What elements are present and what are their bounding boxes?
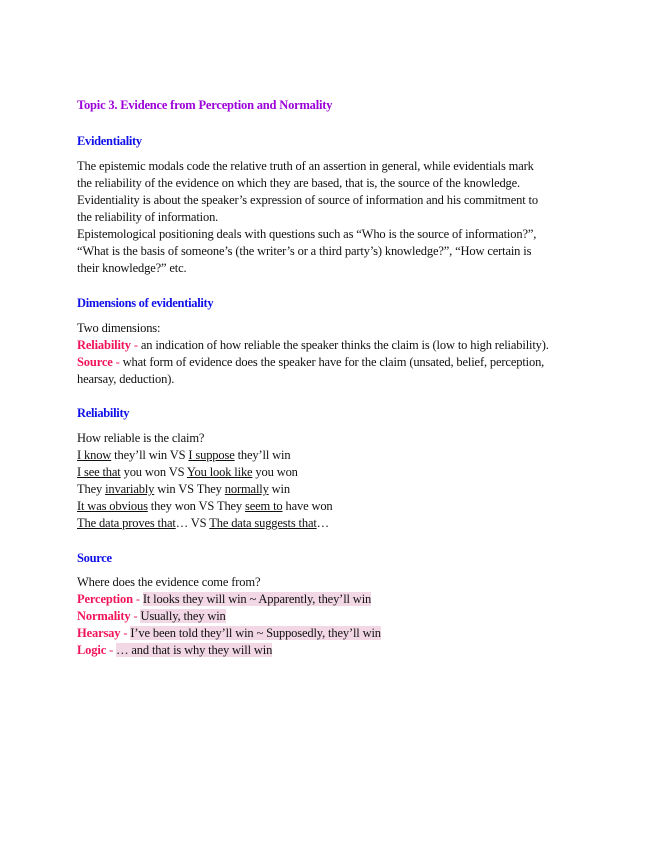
heading-dimensions: Dimensions of evidentiality <box>77 296 214 310</box>
reliability-examples <box>77 430 597 532</box>
source-examples <box>77 574 597 659</box>
text-fragment: you won <box>252 465 298 479</box>
term-dash: - <box>130 338 141 352</box>
text-fragment: they’ll win <box>234 448 291 462</box>
dimension-item-source <box>77 354 597 371</box>
term-dash: - <box>132 592 143 606</box>
text-line: their knowledge?” etc. <box>77 261 187 275</box>
term-label: Source <box>77 355 113 369</box>
underlined-phrase: normally <box>224 482 269 496</box>
example-line <box>77 481 597 498</box>
text-line: the reliability of information. <box>77 210 219 224</box>
text-line: “What is the basis of someone’s (the writer’s or a third party’s) knowledge?”, “How certain is <box>77 244 532 258</box>
text-fragment: win <box>268 482 290 496</box>
heading-evidentiality: Evidentiality <box>77 134 142 148</box>
example-line <box>77 447 597 464</box>
term-dash: - <box>112 355 123 369</box>
underlined-phrase: I suppose <box>188 448 235 462</box>
term-label: Perception <box>77 592 133 606</box>
text-fragment: win VS They <box>154 482 225 496</box>
text-fragment: they won VS They <box>147 499 246 513</box>
source-item-hearsay <box>77 625 597 642</box>
highlighted-example: I’ve been told they’ll win ~ Supposedly, they’ll win <box>130 626 381 640</box>
term-dash: - <box>130 609 141 623</box>
underlined-phrase: I know <box>77 448 112 462</box>
example-line <box>77 515 597 532</box>
term-label: Reliability <box>77 338 131 352</box>
text-line: hearsay, deduction). <box>77 372 175 386</box>
evidentiality-paragraph <box>77 158 597 277</box>
text-fragment: They <box>77 482 106 496</box>
dimension-item-reliability <box>77 337 597 354</box>
term-definition: what form of evidence does the speaker have for the claim (unsated, belief, perception, <box>122 355 545 369</box>
underlined-phrase: It was obvious <box>77 499 148 513</box>
term-dash: - <box>106 643 117 657</box>
underlined-phrase: The data proves that <box>77 516 176 530</box>
term-label: Normality <box>77 609 131 623</box>
text-line: Epistemological positioning deals with questions such as “Who is the source of information?”, <box>77 227 537 241</box>
heading-source: Source <box>77 551 112 565</box>
heading-reliability: Reliability <box>77 406 130 420</box>
term-dash: - <box>120 626 131 640</box>
text-fragment: … VS <box>175 516 210 530</box>
source-item-normality <box>77 608 597 625</box>
text-fragment: … <box>316 516 330 530</box>
intro-text: Where does the evidence come from? <box>77 575 261 589</box>
example-line <box>77 464 597 481</box>
text-line: The epistemic modals code the relative truth of an assertion in general, while evidentials mark <box>77 159 534 173</box>
term-definition: an indication of how reliable the speaker thinks the claim is (low to high reliability). <box>140 338 549 352</box>
text-fragment: have won <box>282 499 333 513</box>
text-fragment: you won VS <box>120 465 187 479</box>
text-fragment: they’ll win VS <box>111 448 189 462</box>
term-label: Logic <box>77 643 107 657</box>
term-label: Hearsay <box>77 626 121 640</box>
underlined-phrase: I see that <box>77 465 121 479</box>
source-item-logic <box>77 642 597 659</box>
underlined-phrase: The data suggests that <box>209 516 317 530</box>
underlined-phrase: invariably <box>105 482 155 496</box>
highlighted-example: Usually, they win <box>140 609 226 623</box>
dimensions-paragraph <box>77 320 597 388</box>
highlighted-example: It looks they will win ~ Apparently, they’ll win <box>142 592 372 606</box>
intro-text: How reliable is the claim? <box>77 431 205 445</box>
text-line: Evidentiality is about the speaker’s expression of source of information and his commitment to <box>77 193 538 207</box>
underlined-phrase: You look like <box>186 465 253 479</box>
text-line: the reliability of the evidence on which they are based, that is, the source of the knowledge. <box>77 176 521 190</box>
highlighted-example: … and that is why they will win <box>116 643 273 657</box>
example-line <box>77 498 597 515</box>
underlined-phrase: seem to <box>245 499 283 513</box>
source-item-perception <box>77 591 597 608</box>
page-title: Topic 3. Evidence from Perception and Normality <box>77 98 333 112</box>
intro-text: Two dimensions: <box>77 321 161 335</box>
